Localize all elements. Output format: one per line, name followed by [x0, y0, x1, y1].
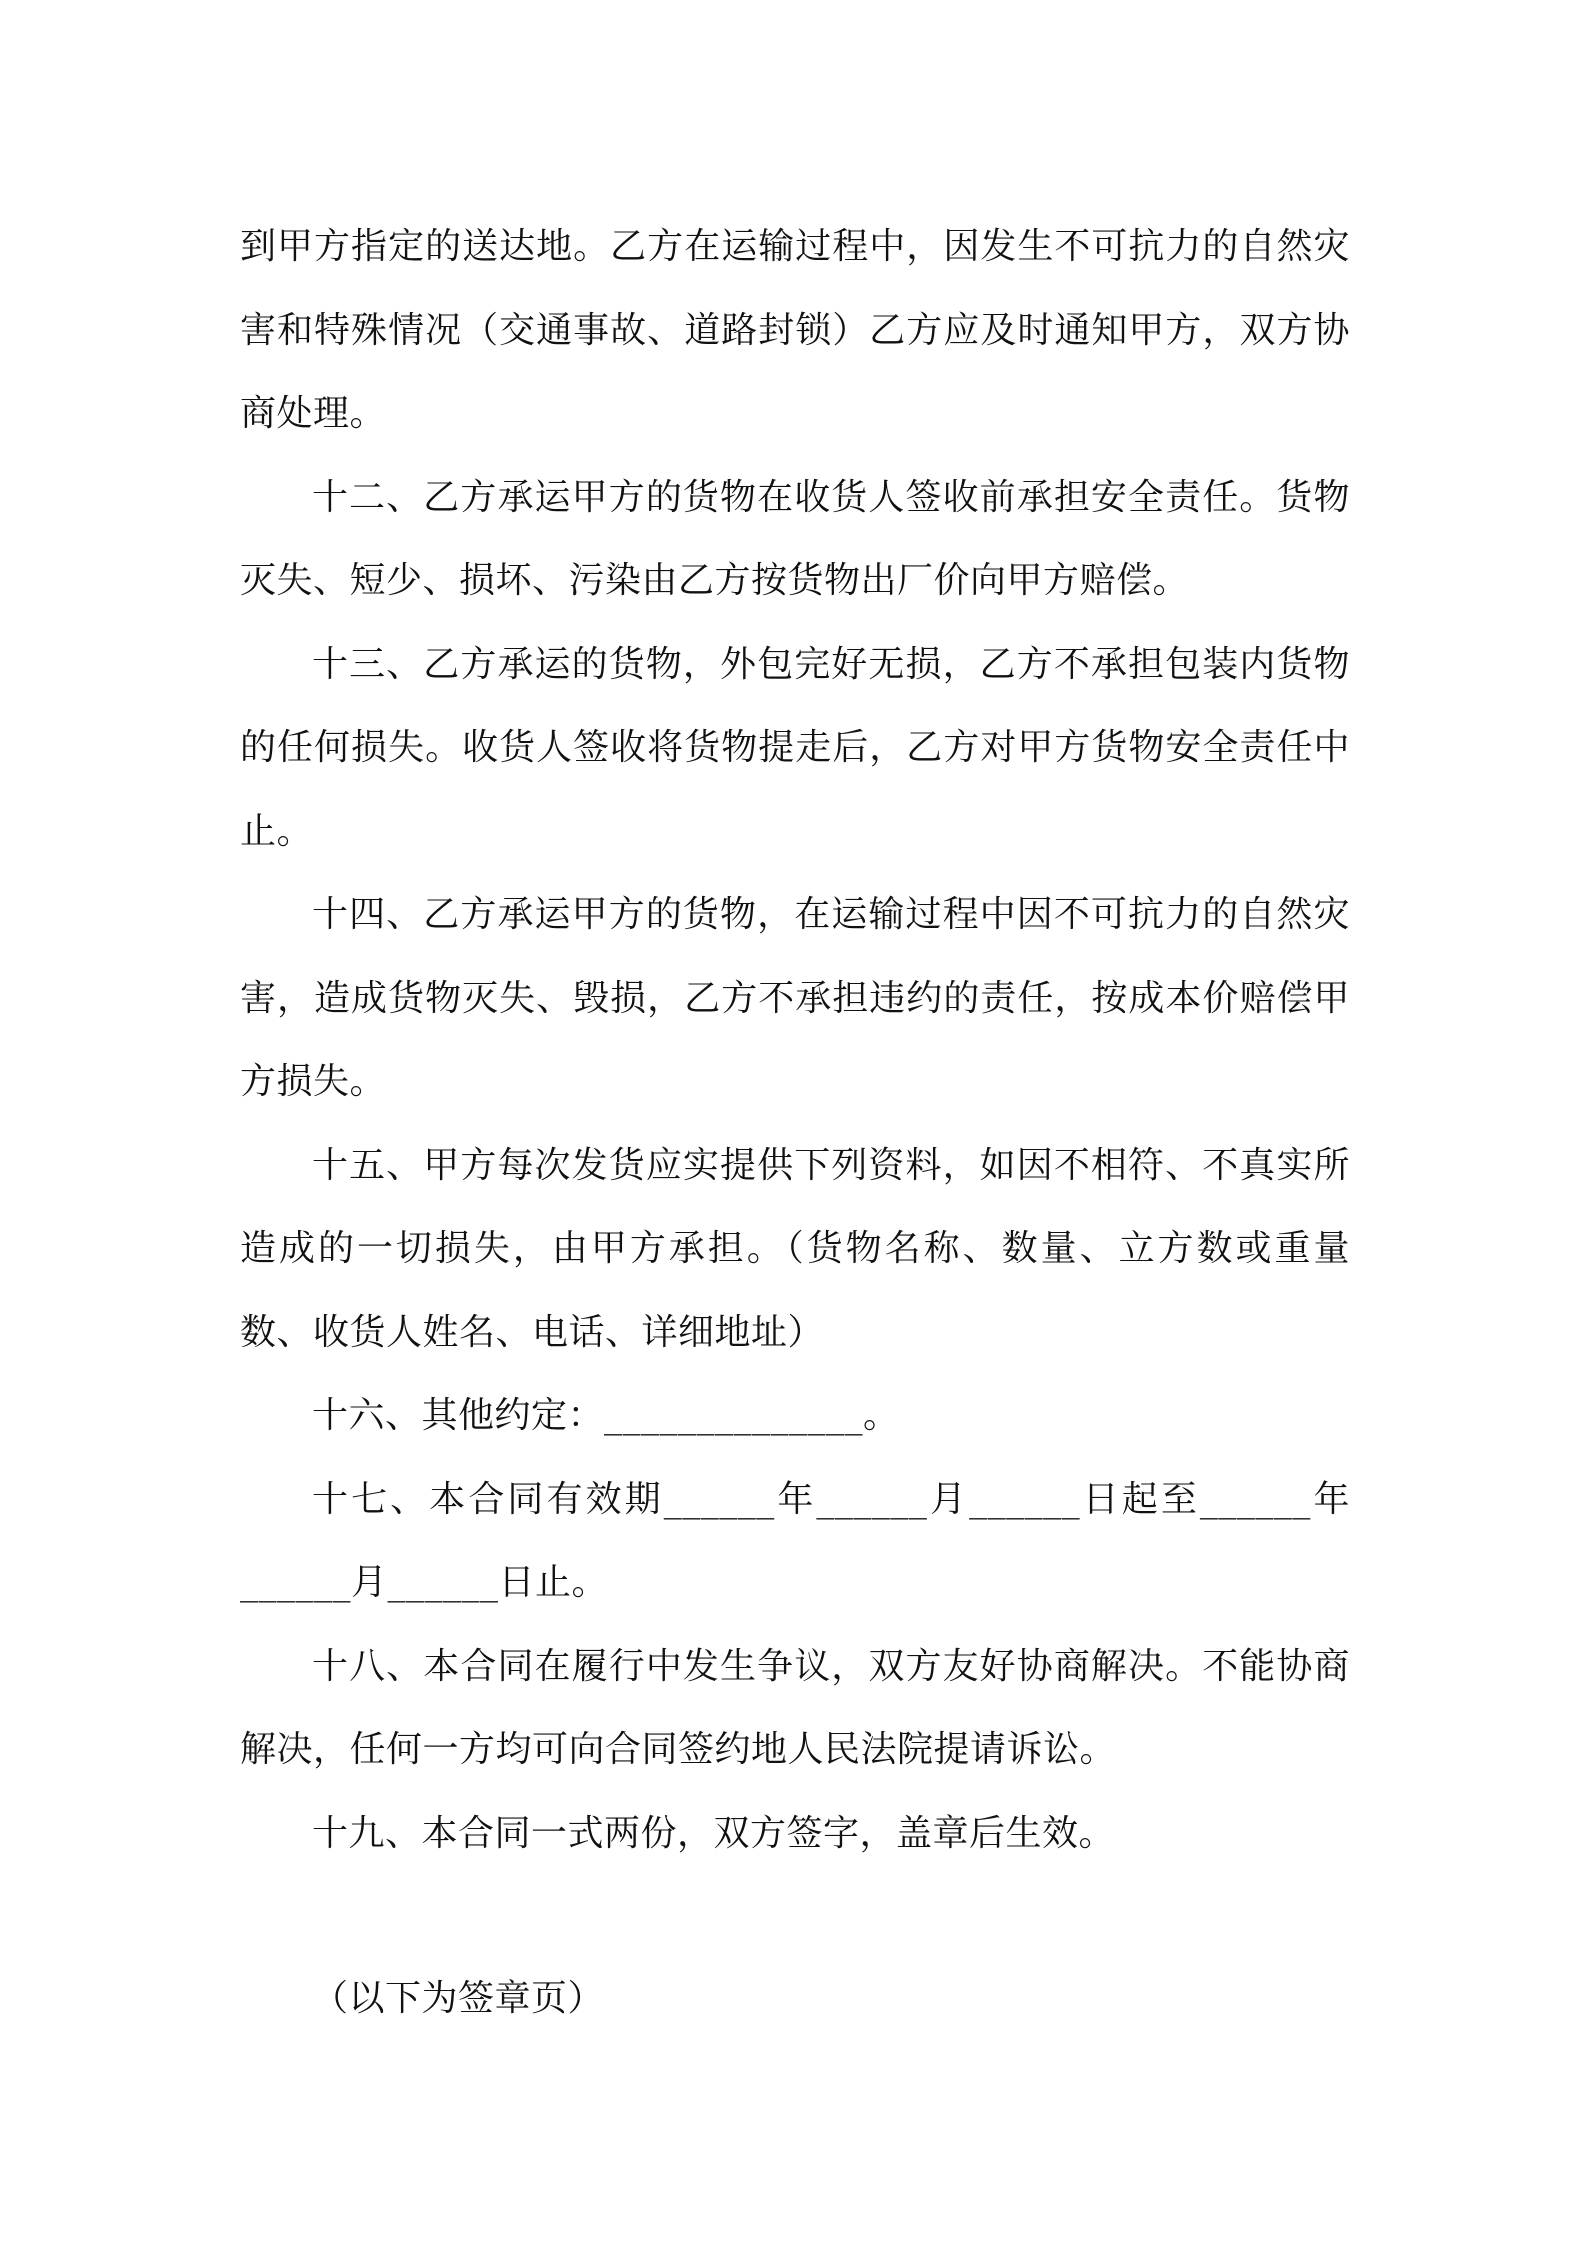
paragraph-continuation: 到甲方指定的送达地。乙方在运输过程中，因发生不可抗力的自然灾害和特殊情况（交通事故、道路封锁）乙方应及时通知甲方，双方协商处理。	[240, 226, 1350, 434]
clause-19: 十九、本合同一式两份，双方签字，盖章后生效。	[312, 1812, 1116, 1854]
contract-body	[240, 205, 1350, 2041]
signature-page-note: （以下为签章页）	[312, 1978, 605, 2019]
clause-15: 十五、甲方每次发货应实提供下列资料，如因不相符、不真实所造成的一切损失，由甲方承担。（货物名称、数量、立方数或重量数、收货人姓名、电话、详细地址）	[240, 1144, 1350, 1353]
clause-14: 十四、乙方承运甲方的货物，在运输过程中因不可抗力的自然灾害，造成货物灭失、毁损，乙方不承担违约的责任，按成本价赔偿甲方损失。	[240, 894, 1350, 1102]
clause-17: 十七、本合同有效期______年______月______日起至______年______月______日止。	[240, 1478, 1350, 1603]
clause-12: 十二、乙方承运甲方的货物在收货人签收前承担安全责任。货物灭失、短少、损坏、污染由乙方按货物出厂价向甲方赔偿。	[240, 476, 1350, 601]
clause-13: 十三、乙方承运的货物，外包完好无损，乙方不承担包装内货物的任何损失。收货人签收将货物提走后，乙方对甲方货物安全责任中止。	[240, 643, 1350, 852]
clause-18: 十八、本合同在履行中发生争议，双方友好协商解决。不能协商解决，任何一方均可向合同签约地人民法院提请诉讼。	[240, 1645, 1350, 1770]
clause-16: 十六、其他约定：______________。	[312, 1395, 900, 1436]
